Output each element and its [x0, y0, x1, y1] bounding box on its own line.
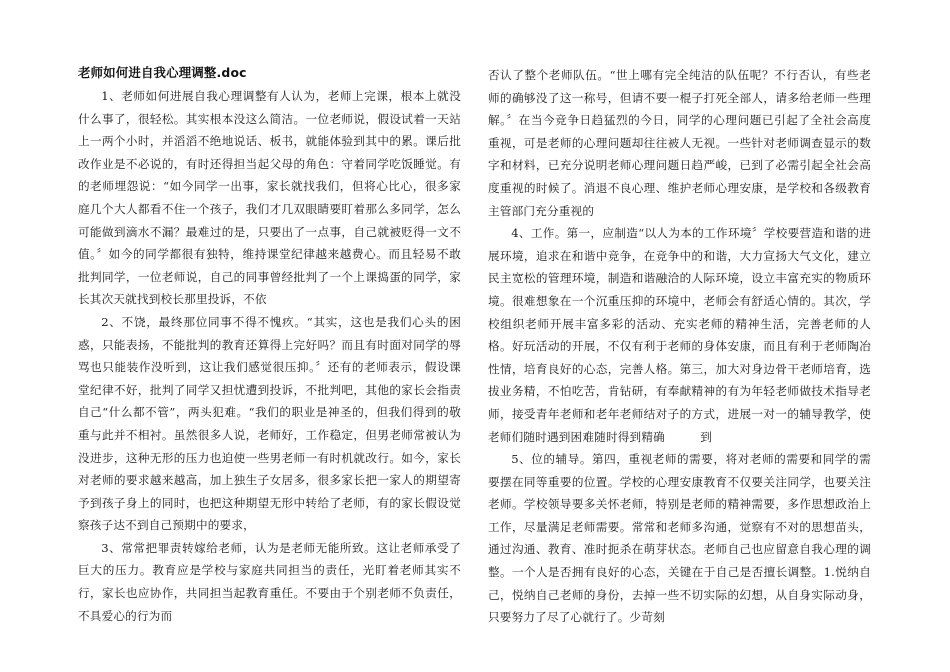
- paragraph-5: 5、位的辅导。第四，重视老师的需要，将对老师的需要和同学的需要摆在同等重要的位置。学校的心理安康教育不仅要关注同学，也要关注老师。学校领导要多关怀老师，特别是老师的精神需要，多作思想政治上工作，尽量满足老师需要。常常和老师多沟通，觉察有不对的思想苗头，通过沟通、教育、准时扼杀在萌芽状态。老师自己也应留意自我心理的调整。一个人是否拥有良好的心态，关键在于自己是否擅长调整。1.悦纳自己，悦纳自己老师的身份，去掉一些不切实际的幻想，从自身实际动身，只要努力了尽了心就行了。少苛刻: [488, 452, 871, 625]
- paragraph-4: 4、工作。第一，应制造“以人为本的工作环境〞学校要营造和谐的进展环境，追求在和谐中竞争，在竞争中的和谐，大力宣扬大气文化，建立民主宽松的管理环境，制造和谐融洽的人际环境，设立丰富充实的物质环境。很难想象在一个沉重压抑的环境中，老师会有舒适心情的。其次，学校组织老师开展丰富多彩的活动、充实老师的精神生活，完善老师的人格。好玩活动的开展，不仅有利于老师的身体安康，而且有利于老师陶冶性情，培育良好的心态，完善人格。第三，加大对身边骨干老师培育，选拔业务精，不怕吃苦，肯钻研，有奉献精神的有为年轻老师做技术指导老师，接受青年老师和老年老师结对子的方式，进展一对一的辅导教学，使老师们随时遇到困难随时得到精确 到: [488, 226, 871, 444]
- paragraph-3-continued: 否认了整个老师队伍。“世上哪有完全纯洁的队伍呢？不行否认，有些老师的确够没了这一称号，但请不要一棍子打死全部人，请多给老师一些理解。〞在当今竞争日趋猛烈的今日，同学的心理问题已引起了全社会高度重视，可是老师的心理问题却往往被人无视。一些针对老师调查显示的数字和材料，已充分说明老师心理问题日趋严峻，已到了必需引起全社会高度重视的时候了。消退不良心理、维护老师心理安康，是学校和各级教育主管部门充分重视的: [488, 68, 871, 218]
- right-column: [488, 64, 871, 629]
- paragraph-2: 2、不饶，最终那位同事不得不愧疚。“其实，这也是我们心头的困惑，只能表扬，不能批判的教育还算得上完好吗？而且有时面对同学的辱骂也只能装作没听到，这让我们感觉很压抑。〞还有的老师表示，假设课堂纪律不好，批判了同学又担忧遭到投诉，不批判吧，其他的家长会指责自己“什么都不管”，两头犯难。“我们的职业是神圣的，但我们得到的敬重与此并不相衬。虽然很多人说，老师好，工作稳定，但男老师常被认为没进步，这种无形的压力也迫使一些男老师一有时机就改行。如今，家长对老师的要求越来越高，加上独生子女居多，很多家长把一家人的期望寄予到孩子身上的同时，也把这种期望无形中转给了老师，有的家长假设觉察孩子达不到自己预期中的要求，: [78, 314, 461, 533]
- paragraph-1: 1、老师如何进展自我心理调整有人认为，老师上完课，根本上就没什么事了，很轻松。其实根本没这么简洁。一位老师说，假设试着一天站上一两个小时，并滔滔不绝地说话、板书，就能体验到其中的累。课后批改作业是不必说的，有时还得担当起父母的角色：守着同学吃饭睡觉。有的老师埋怨说：“如今同学一出事，家长就找我们，但将心比心，很多家庭几个大人都看不住一个孩子，我们才几双眼睛要盯着那么多同学，怎么可能做到滴水不漏？最难过的是，只要出了一点事，自己就被贬得一文不值。〞如今的同学都很有独特，维持课堂纪律越来越费心。而且轻易不敢批判同学，一位老师说，自己的同事曾经批判了一个上课捣蛋的同学，家长其次天就找到校长那里投诉，不依: [78, 89, 461, 307]
- paragraph-3: 3、常常把罪责转嫁给老师，认为是老师无能所致。这让老师承受了巨大的压力。教育应是学校与家庭共同担当的责任，光盯着老师其实不行，家长也应协作，共同担当起教育重任。不要由于个别老师不负责任，不具爱心的行为而: [78, 540, 461, 623]
- document-title: 老师如何进自我心理调整.doc: [78, 65, 247, 80]
- left-column: [78, 62, 461, 627]
